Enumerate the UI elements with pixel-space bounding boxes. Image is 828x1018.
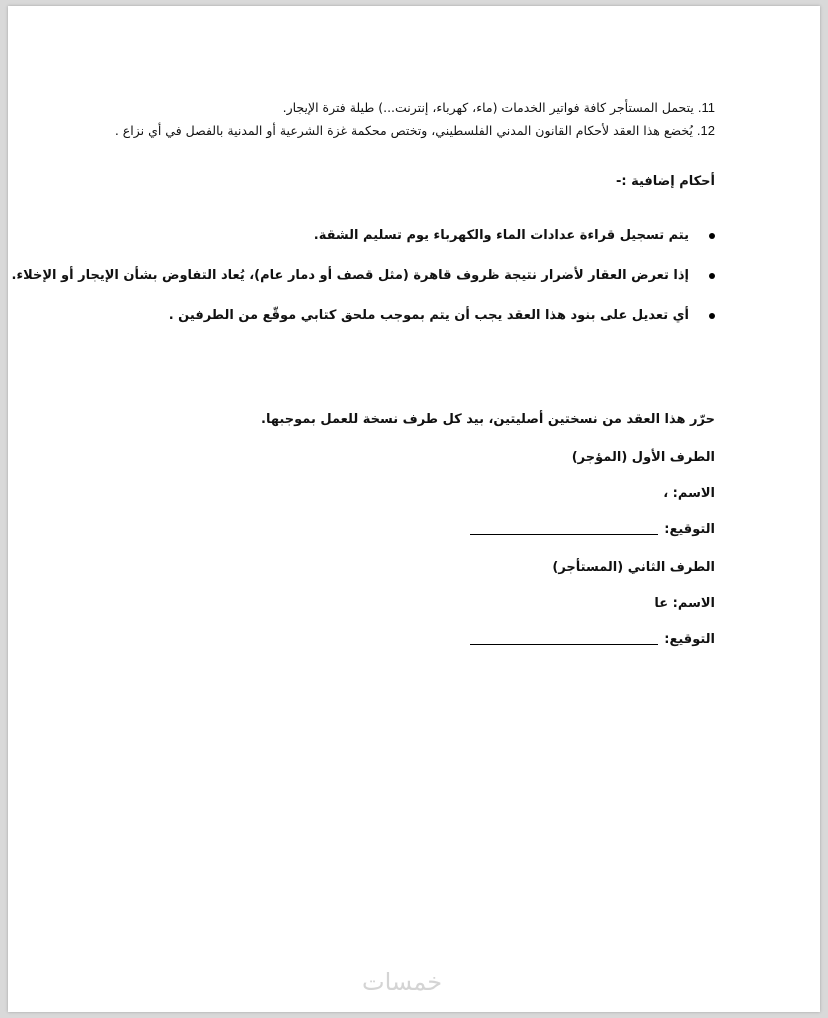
party-two-title: الطرف الثاني (المستأجر) xyxy=(552,560,715,575)
closing-statement: حرّر هذا العقد من نسختين أصليتين، بيد كل طرف نسخة للعمل بموجبها. xyxy=(261,412,715,427)
bullet-item xyxy=(314,228,715,243)
bullet-text: أي تعديل على بنود هذا العقد يجب أن يتم بموجب ملحق كتابي موقّع من الطرفين . xyxy=(168,308,689,323)
party-one-name-row xyxy=(589,486,715,501)
clause-number: 11. xyxy=(697,100,715,115)
party-one-signature-row xyxy=(470,522,715,537)
party-one-title: الطرف الأول (المؤجر) xyxy=(571,450,715,465)
signature-line xyxy=(470,534,658,535)
bullet-text: إذا تعرض العقار لأضرار نتيجة ظروف قاهرة (مثل قصف أو دمار عام)، يُعاد التفاوض بشأن الإيجار أو الإخلاء. xyxy=(11,268,689,283)
name-value: ، xyxy=(663,486,669,501)
bullet-icon xyxy=(709,313,715,319)
bullet-icon xyxy=(709,273,715,279)
bullet-icon xyxy=(709,233,715,239)
party-two-signature-row xyxy=(470,632,715,647)
signature-label: التوقيع: xyxy=(664,632,715,647)
clause-12 xyxy=(115,123,715,138)
document-page xyxy=(8,6,820,1012)
name-label: الاسم: xyxy=(672,486,715,501)
clause-text: يُخضع هذا العقد لأحكام القانون المدني الفلسطيني، وتختص محكمة غزة الشرعية أو المدنية بالفصل في أي نزاع . xyxy=(114,123,693,138)
bullet-text: يتم تسجيل قراءة عدادات الماء والكهرباء يوم تسليم الشقة. xyxy=(313,228,689,243)
signature-line xyxy=(470,644,658,645)
bullet-item xyxy=(169,308,715,323)
bullet-item xyxy=(12,268,715,283)
clause-text: يتحمل المستأجر كافة فواتير الخدمات (ماء، كهرباء، إنترنت...) طيلة فترة الإيجار. xyxy=(282,100,694,115)
name-value: عا xyxy=(654,596,669,611)
party-two-name-row xyxy=(580,596,715,611)
additional-provisions-heading: أحكام إضافية :- xyxy=(615,174,715,189)
name-label: الاسم: xyxy=(672,596,715,611)
watermark-logo: خمسات xyxy=(362,968,443,996)
clause-number: 12. xyxy=(696,123,715,138)
clause-11 xyxy=(283,100,715,115)
signature-label: التوقيع: xyxy=(664,522,715,537)
